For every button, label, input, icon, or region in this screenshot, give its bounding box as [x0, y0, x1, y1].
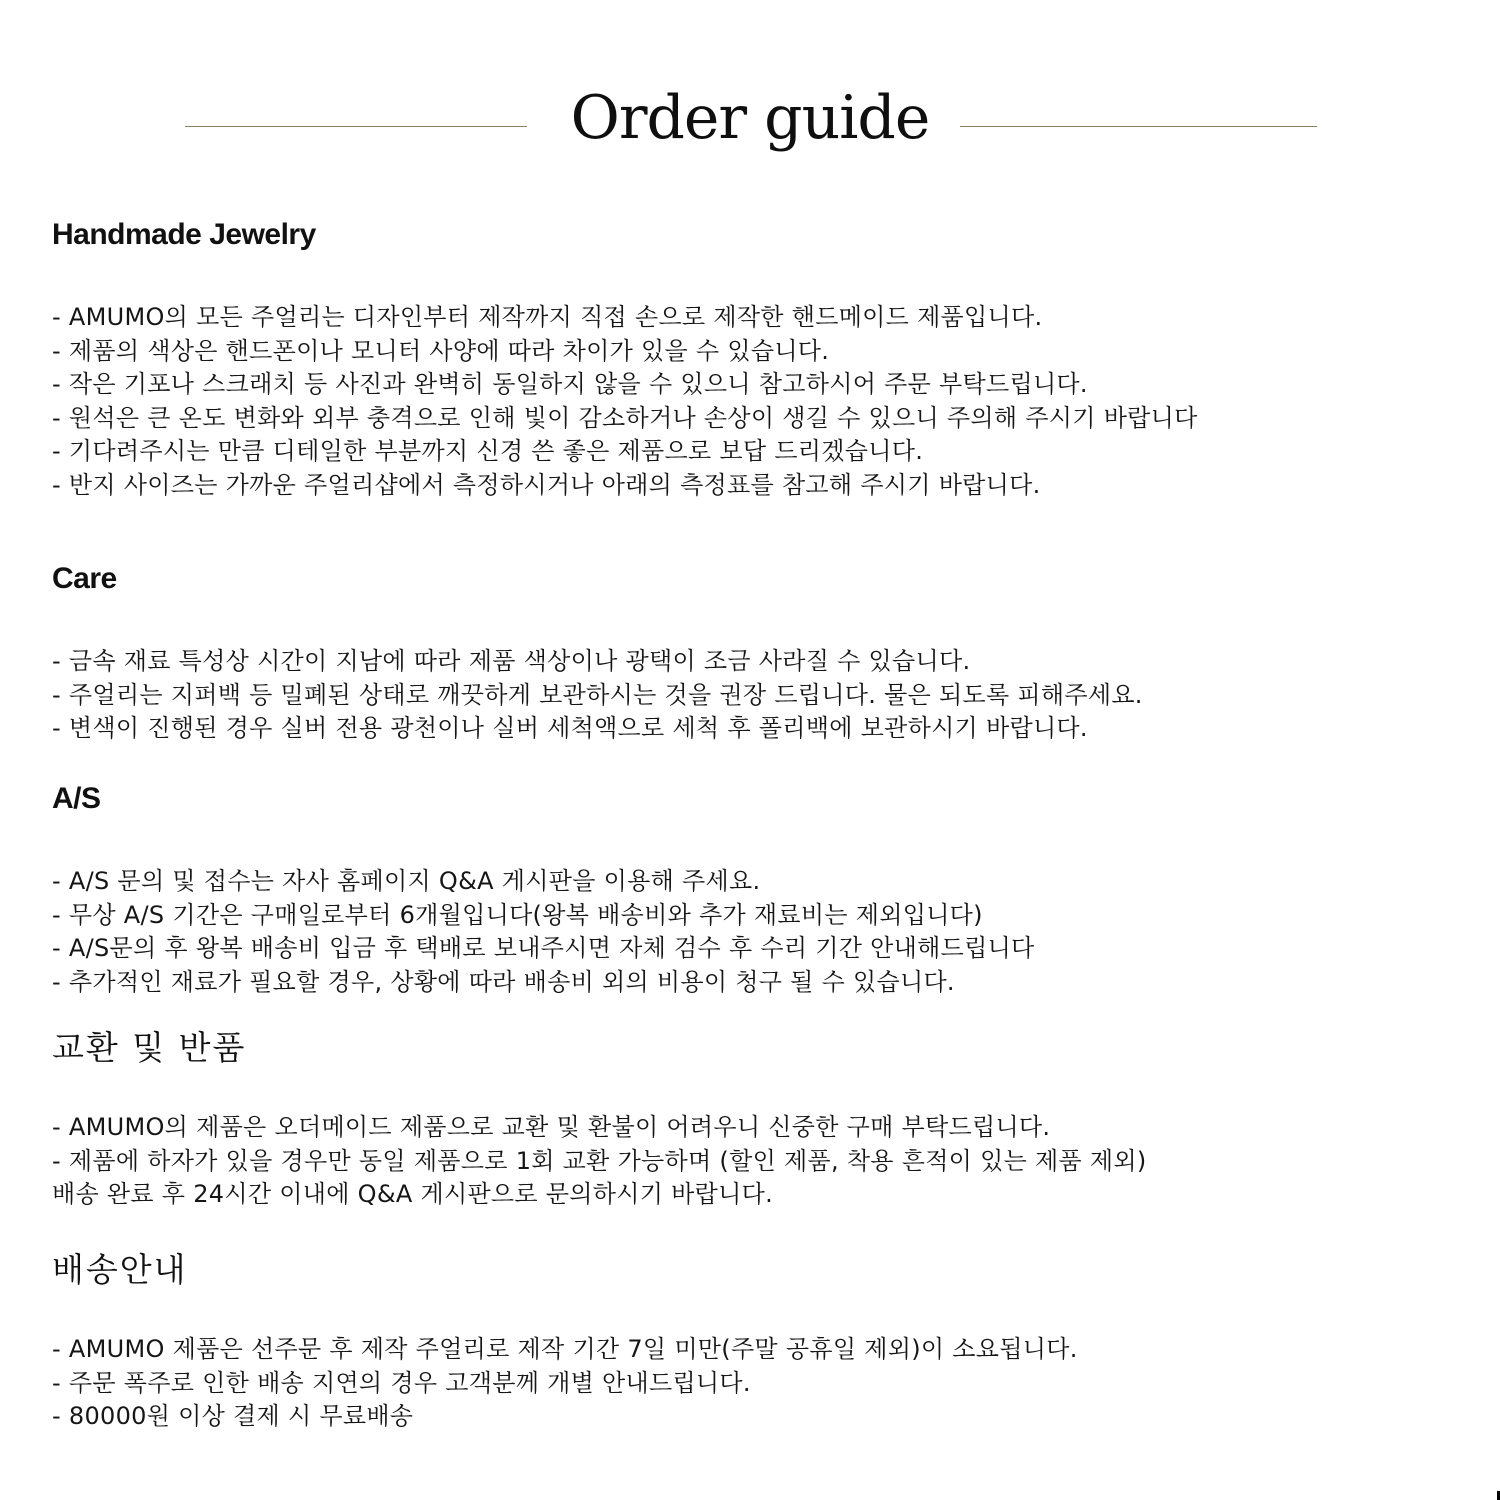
guide-line: - 기다려주시는 만큼 디테일한 부분까지 신경 쓴 좋은 제품으로 보답 드리겠습니다. [52, 437, 924, 466]
page-title: Order guide [570, 83, 930, 153]
guide-line: - 작은 기포나 스크래치 등 사진과 완벽히 동일하지 않을 수 있으니 참고하시어 주문 부탁드립니다. [52, 370, 1088, 399]
guide-line: - A/S문의 후 왕복 배송비 입금 후 택배로 보내주시면 자체 검수 후 수리 기간 안내해드립니다 [52, 934, 1035, 963]
title-divider-right [960, 126, 1317, 127]
guide-line: - 제품의 색상은 핸드폰이나 모니터 사양에 따라 차이가 있을 수 있습니다. [52, 336, 830, 365]
section-lines [52, 645, 1492, 746]
guide-line: - 주문 폭주로 인한 배송 지연의 경우 고객분께 개별 안내드립니다. [52, 1368, 751, 1397]
title-row [0, 76, 1500, 166]
guide-line: - AMUMO의 제품은 오더메이드 제품으로 교환 및 환불이 어려우니 신중한 구매 부탁드립니다. [52, 1113, 1051, 1141]
section-heading: Handmade Jewelry [52, 218, 316, 251]
section-heading: 배송안내 [52, 1250, 188, 1289]
guide-line: - AMUMO 제품은 선주문 후 제작 주얼리로 제작 기간 7일 미만(주말 공휴일 제외)이 소요됩니다. [52, 1335, 1078, 1363]
section-lines [52, 1333, 1492, 1434]
guide-line: - AMUMO의 모든 주얼리는 디자인부터 제작까지 직접 손으로 제작한 핸드메이드 제품입니다. [52, 303, 1043, 331]
section-lines [52, 1111, 1492, 1212]
guide-line: - 원석은 큰 온도 변화와 외부 충격으로 인해 빛이 감소하거나 손상이 생길 수 있으니 주의해 주시기 바랍니다 [52, 403, 1198, 432]
section-lines [52, 301, 1492, 503]
section-lines [52, 865, 1492, 999]
section-as [52, 779, 1492, 999]
guide-line: - 주얼리는 지퍼백 등 밀폐된 상태로 깨끗하게 보관하시는 것을 권장 드립니다. 물은 되도록 피해주세요. [52, 680, 1143, 709]
section-heading: A/S [52, 782, 101, 815]
guide-line: - 무상 A/S 기간은 구매일로부터 6개월입니다(왕복 배송비와 추가 재료비는 제외입니다) [52, 900, 983, 929]
guide-line: - 금속 재료 특성상 시간이 지남에 따라 제품 색상이나 광택이 조금 사라질 수 있습니다. [52, 647, 971, 675]
guide-line: - 제품에 하자가 있을 경우만 동일 제품으로 1회 교환 가능하며 (할인 제품, 착용 흔적이 있는 제품 제외) [52, 1146, 1147, 1175]
section-exchange-return [52, 1028, 1492, 1212]
section-care [52, 559, 1492, 746]
guide-line: - 변색이 진행된 경우 실버 전용 광천이나 실버 세척액으로 세척 후 폴리백에 보관하시기 바랍니다. [52, 714, 1088, 743]
section-handmade-jewelry [52, 215, 1492, 503]
guide-line: - 반지 사이즈는 가까운 주얼리샵에서 측정하시거나 아래의 측정표를 참고해 주시기 바랍니다. [52, 470, 1041, 499]
guide-line: 배송 완료 후 24시간 이내에 Q&A 게시판으로 문의하시기 바랍니다. [52, 1180, 774, 1209]
section-shipping-info [52, 1250, 1492, 1434]
guide-line: - 추가적인 재료가 필요할 경우, 상황에 따라 배송비 외의 비용이 청구 될 수 있습니다. [52, 967, 955, 996]
guide-line: - 80000원 이상 결제 시 무료배송 [52, 1402, 414, 1431]
section-heading: 교환 및 반품 [52, 1028, 247, 1067]
guide-line: - A/S 문의 및 접수는 자사 홈페이지 Q&A 게시판을 이용해 주세요. [52, 867, 761, 895]
section-heading: Care [52, 562, 117, 595]
